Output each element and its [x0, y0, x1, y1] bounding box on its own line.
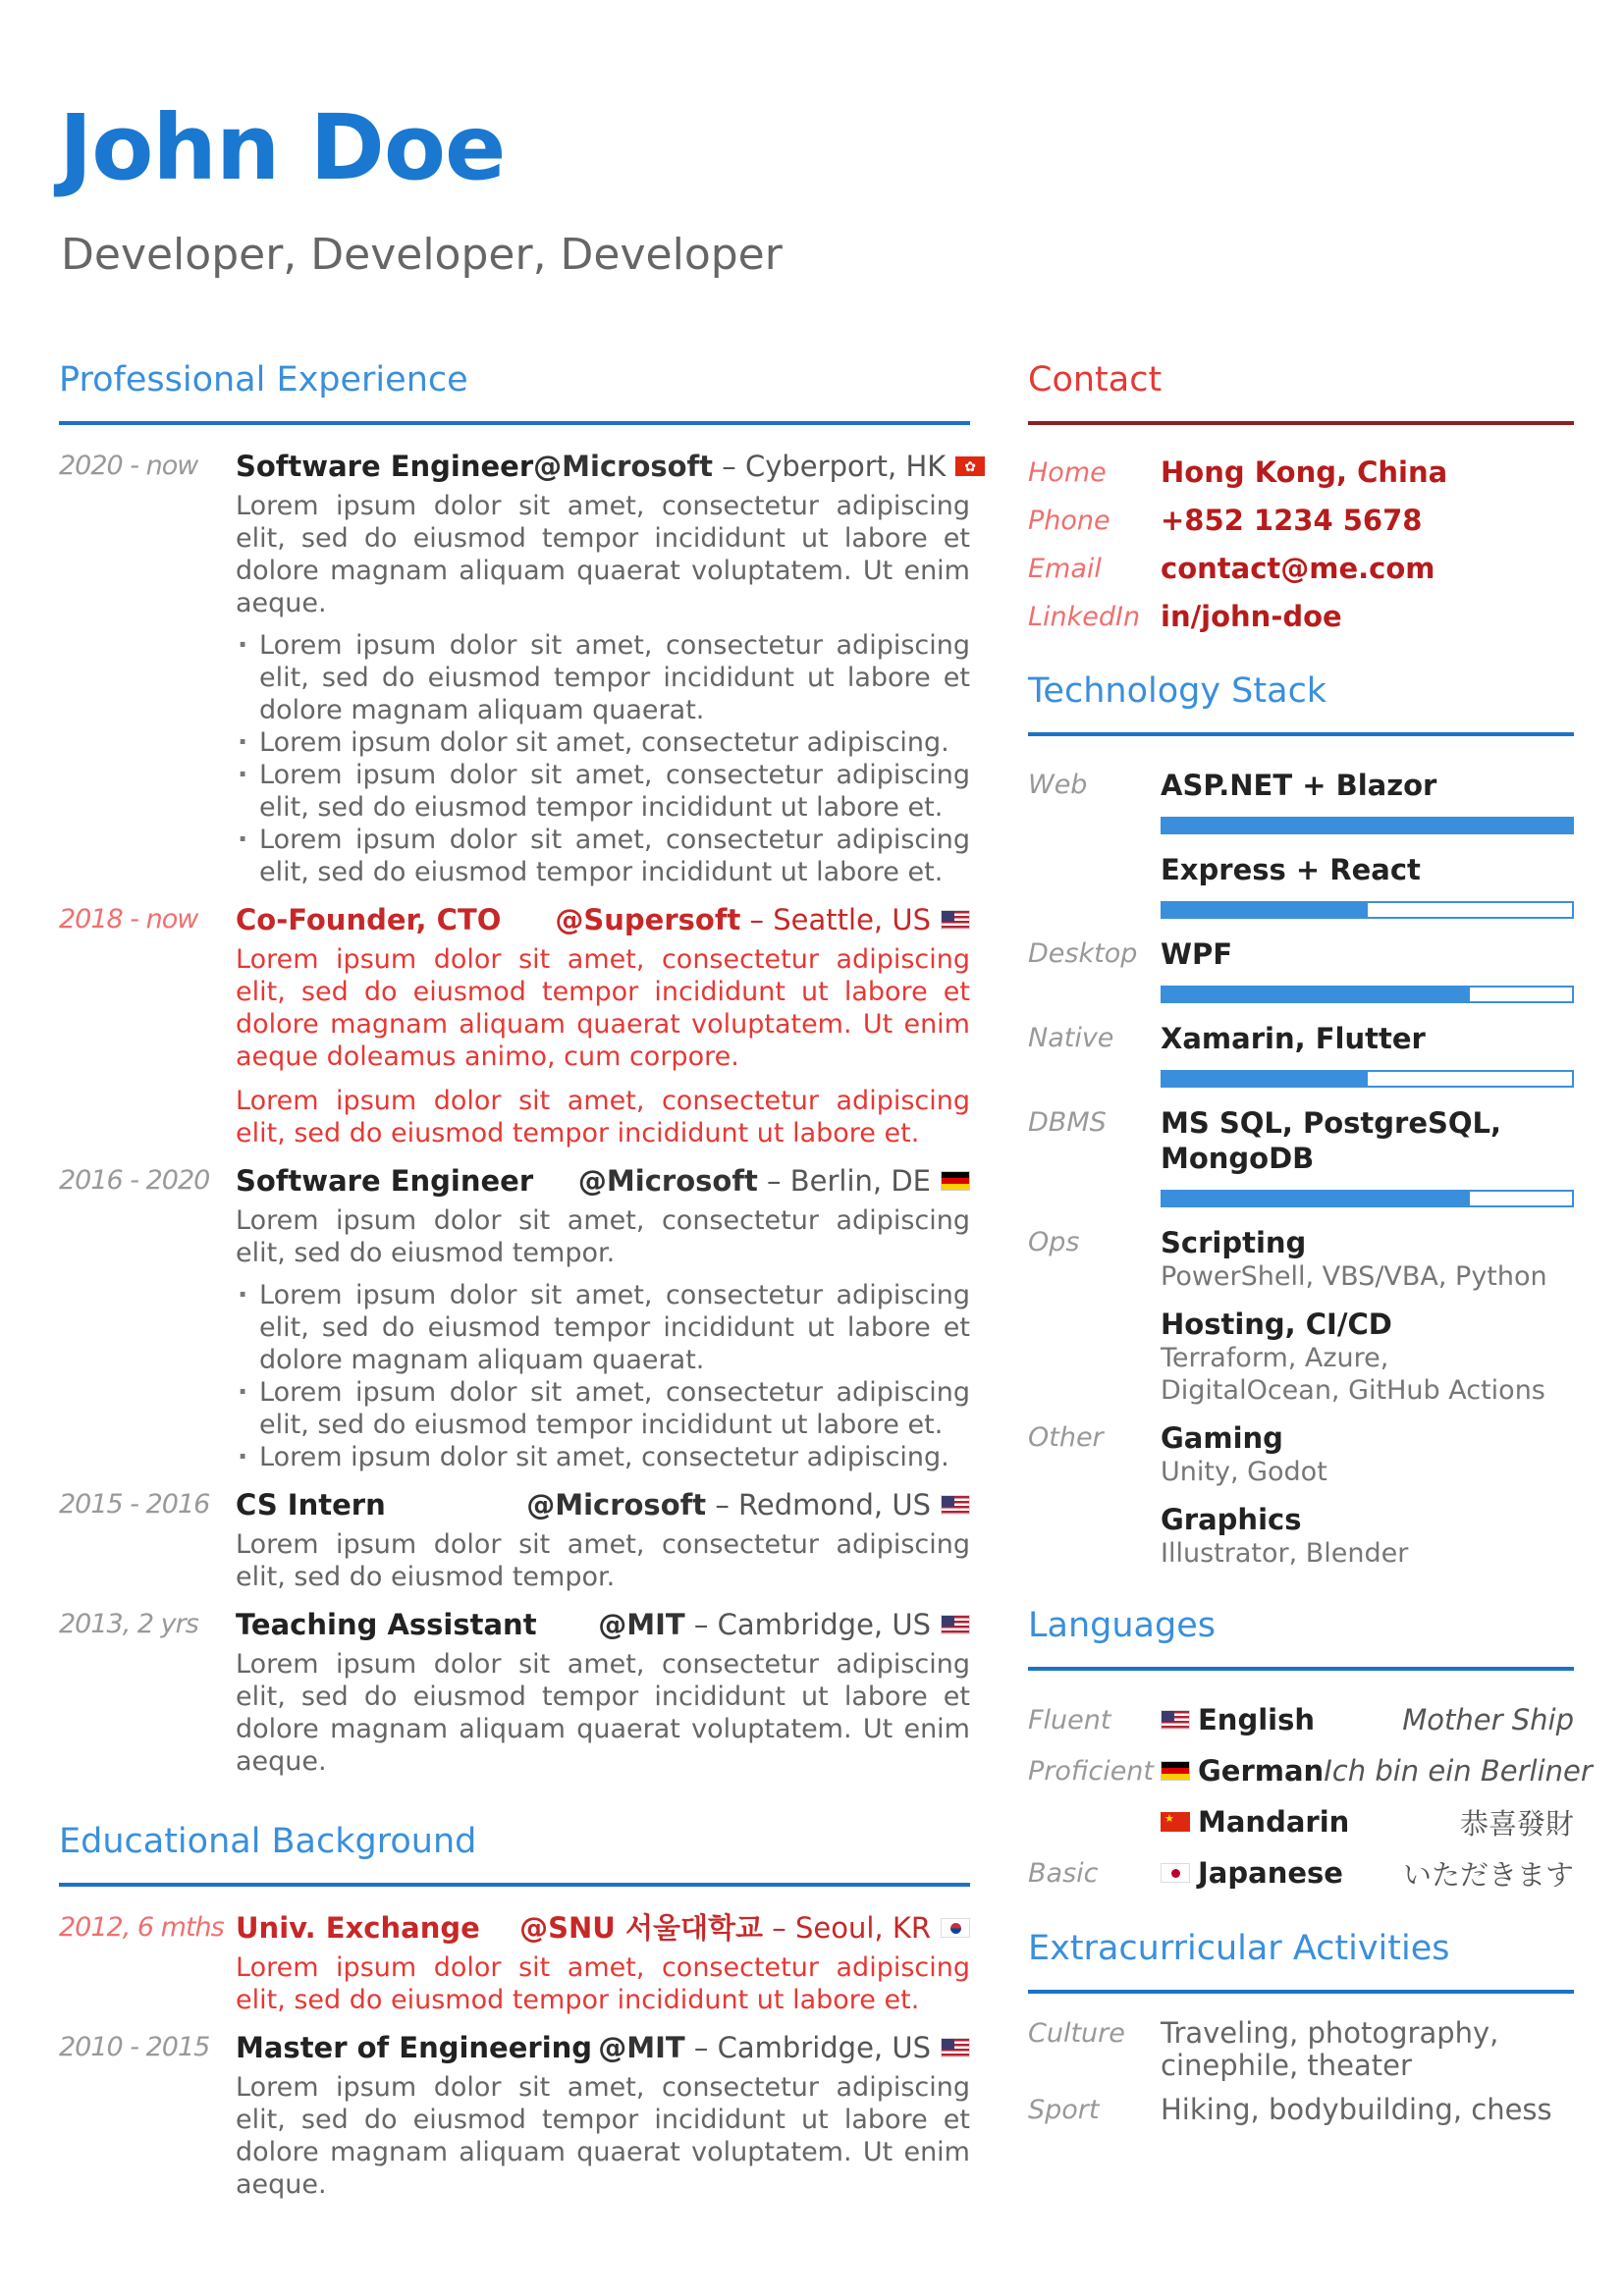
- experience-entry: [59, 1163, 970, 1473]
- entry-description: Lorem ipsum dolor sit amet, consectetur adipiscing elit, sed do eiusmod tempor.: [236, 1529, 970, 1592]
- entry-company: @Supersoft: [555, 903, 741, 936]
- hk-flag-icon: [955, 456, 985, 476]
- language-name: English: [1198, 1703, 1316, 1736]
- contact-email[interactable]: contact@me.com: [1161, 552, 1435, 585]
- entry-location: Cambridge, US: [717, 1608, 931, 1641]
- entry-org: @Supersoft – Seattle, US: [555, 902, 970, 937]
- section-divider: [1028, 421, 1574, 425]
- entry-bullet: · Lorem ipsum dolor sit amet, consectetur adipiscing elit, sed do eiusmod tempor incididunt ut labore et dolore magnam aliquam quaerat.: [236, 629, 970, 726]
- entry-location: Seattle, US: [773, 903, 931, 936]
- stack-tech: Xamarin, Flutter: [1161, 1022, 1426, 1055]
- resume-name: John Doe: [59, 95, 506, 200]
- contact-home: Hong Kong, China: [1161, 455, 1448, 489]
- resume-tagline: Developer, Developer, Developer: [61, 230, 783, 280]
- section-divider: [1028, 732, 1574, 736]
- skill-bar: [1161, 901, 1574, 919]
- activity-value: Traveling, photography, cinephile, theater: [1161, 2016, 1499, 2082]
- stack-tech-detail: Terraform, Azure, DigitalOcean, GitHub Actions: [1161, 1343, 1545, 1406]
- entry-description: Lorem ipsum dolor sit amet, consectetur adipiscing elit, sed do eiusmod tempor incididunt ut labore et dolore magnam aliquam quaerat voluptatem. Ut enim aeque.: [236, 2072, 970, 2200]
- entry-date: 2010 - 2015: [59, 2032, 210, 2062]
- entry-bullet: · Lorem ipsum dolor sit amet, consectetur adipiscing elit, sed do eiusmod tempor incididunt ut labore et.: [236, 824, 970, 888]
- jp-flag-icon: [1161, 1863, 1190, 1883]
- skill-bar-fill: [1163, 988, 1470, 1001]
- entry-role: Univ. Exchange: [236, 1911, 480, 1945]
- entry-bullet: · Lorem ipsum dolor sit amet, consectetur adipiscing elit, sed do eiusmod tempor incididunt ut labore et dolore magnam aliquam quaerat.: [236, 1279, 970, 1376]
- skill-bar: [1161, 1070, 1574, 1088]
- activity-value: Hiking, bodybuilding, chess: [1161, 2093, 1552, 2126]
- section-title-tech-stack: Technology Stack: [1028, 671, 1327, 711]
- entry-description: Lorem ipsum dolor sit amet, consectetur adipiscing elit, sed do eiusmod tempor incididunt ut labore et dolore magnam aliquam quaerat voluptatem. Ut enim aeque.: [236, 491, 970, 618]
- stack-category: Native: [1028, 1023, 1114, 1053]
- de-flag-icon: [941, 1171, 970, 1191]
- section-title-languages: Languages: [1028, 1606, 1216, 1645]
- entry-date: 2013, 2 yrs: [59, 1609, 198, 1639]
- entry-company: @Microsoft: [526, 1488, 707, 1522]
- education-entry: [59, 1910, 970, 2016]
- stack-category: Ops: [1028, 1227, 1080, 1257]
- stack-tech: ASP.NET + Blazor: [1161, 769, 1437, 802]
- skill-bar: [1161, 1190, 1574, 1207]
- stack-row-desktop: [1028, 929, 1574, 1013]
- language-name: German: [1198, 1754, 1325, 1788]
- entry-org: @MIT – Cambridge, US: [598, 2030, 970, 2065]
- right-column: [1028, 360, 1593, 2138]
- section-divider: [1028, 1667, 1574, 1671]
- entry-org: @MIT – Cambridge, US: [598, 1607, 970, 1642]
- stack-tech-detail: Illustrator, Blender: [1161, 1538, 1409, 1569]
- stack-tech: Graphics: [1161, 1503, 1302, 1536]
- entry-company: @Microsoft: [533, 450, 714, 483]
- stack-tech: WPF: [1161, 937, 1233, 971]
- entry-location: Seoul, KR: [794, 1911, 931, 1945]
- stack-tech: Hosting, CI/CD: [1161, 1308, 1392, 1341]
- entry-bullet: · Lorem ipsum dolor sit amet, consectetur adipiscing elit, sed do eiusmod tempor incididunt ut labore et.: [236, 759, 970, 824]
- section-title-education: Educational Background: [59, 1822, 477, 1861]
- entry-org: @SNU 서울대학교 – Seoul, KR: [519, 1910, 970, 1946]
- skill-bar-fill: [1163, 1072, 1368, 1086]
- de-flag-icon: [1161, 1761, 1190, 1781]
- activity-row: [1028, 2017, 1574, 2082]
- contact-label: LinkedIn: [1028, 602, 1141, 632]
- entry-org: @Microsoft – Redmond, US: [526, 1487, 970, 1522]
- language-phrase: 恭喜發財: [1459, 1806, 1574, 1841]
- experience-entry: [59, 1607, 970, 1778]
- stack-tech: Gaming: [1161, 1421, 1283, 1455]
- entry-description: Lorem ipsum dolor sit amet, consectetur adipiscing elit, sed do eiusmod tempor.: [236, 1205, 970, 1268]
- section-divider: [1028, 1990, 1574, 1994]
- stack-tech-detail: Unity, Godot: [1161, 1457, 1327, 1487]
- contact-phone[interactable]: +852 1234 5678: [1161, 504, 1423, 537]
- us-flag-icon: [941, 1495, 970, 1515]
- section-divider: [59, 421, 970, 425]
- left-column: [59, 360, 970, 2215]
- activity-category: Sport: [1028, 2095, 1100, 2125]
- entry-role: Software Engineer: [236, 450, 534, 483]
- skill-bar-fill: [1163, 1192, 1470, 1205]
- entry-school: @SNU 서울대학교: [519, 1911, 764, 1945]
- entry-bullets: [236, 629, 970, 888]
- entry-location: Berlin, DE: [789, 1164, 931, 1198]
- contact-row: [1028, 497, 1574, 545]
- entry-org: @Microsoft – Cyberport, HK ✿: [533, 449, 985, 484]
- language-row: [1028, 1745, 1593, 1796]
- section-title-experience: Professional Experience: [59, 360, 468, 400]
- entry-bullet: · Lorem ipsum dolor sit amet, consectetur adipiscing.: [236, 726, 970, 759]
- entry-bullets: [236, 1279, 970, 1473]
- stack-tech-detail: PowerShell, VBS/VBA, Python: [1161, 1261, 1547, 1292]
- entry-date: 2016 - 2020: [59, 1165, 210, 1196]
- entry-date: 2020 - now: [59, 451, 198, 481]
- language-level: Fluent: [1028, 1704, 1111, 1735]
- entry-location: Redmond, US: [738, 1488, 931, 1522]
- entry-date: 2012, 6 mths: [59, 1912, 224, 1943]
- contact-label: Email: [1028, 554, 1102, 584]
- entry-location: Cyberport, HK: [744, 450, 947, 483]
- stack-row-other: [1028, 1413, 1574, 1575]
- entry-description: Lorem ipsum dolor sit amet, consectetur adipiscing elit, sed do eiusmod tempor incididunt ut labore et dolore magnam aliquam quaerat voluptatem. Ut enim aeque.: [236, 1649, 970, 1777]
- entry-role: CS Intern: [236, 1488, 386, 1522]
- stack-row-ops: [1028, 1217, 1574, 1413]
- cn-flag-icon: [1161, 1812, 1190, 1832]
- activity-category: Culture: [1028, 2018, 1125, 2049]
- language-name: Japanese: [1198, 1856, 1343, 1890]
- us-flag-icon: [941, 910, 970, 930]
- entry-bullet: · Lorem ipsum dolor sit amet, consectetur adipiscing elit, sed do eiusmod tempor incididunt ut labore et.: [236, 1376, 970, 1441]
- experience-entry: [59, 449, 970, 888]
- contact-linkedin[interactable]: in/john-doe: [1161, 600, 1342, 633]
- entry-date: 2015 - 2016: [59, 1489, 210, 1520]
- activity-row: [1028, 2094, 1574, 2126]
- language-phrase: Mother Ship: [1402, 1703, 1574, 1736]
- entry-role: Master of Engineering: [236, 2031, 593, 2064]
- section-title-contact: Contact: [1028, 360, 1163, 400]
- stack-row-web: [1028, 760, 1574, 929]
- language-row: [1028, 1847, 1574, 1898]
- stack-row-native: [1028, 1013, 1574, 1097]
- stack-tech: Express + React: [1161, 853, 1421, 886]
- entry-description: Lorem ipsum dolor sit amet, consectetur adipiscing elit, sed do eiusmod tempor incididunt ut labore et.: [236, 1086, 970, 1148]
- language-row: [1028, 1694, 1574, 1745]
- kr-flag-icon: [941, 1918, 970, 1938]
- entry-org: @Microsoft – Berlin, DE: [578, 1163, 970, 1199]
- skill-bar: [1161, 986, 1574, 1003]
- contact-label: Phone: [1028, 506, 1110, 536]
- stack-row-dbms: [1028, 1097, 1574, 1217]
- entry-date: 2018 - now: [59, 904, 198, 934]
- entry-role: Co-Founder, CTO: [236, 903, 502, 936]
- entry-school: @MIT: [598, 2031, 685, 2064]
- language-phrase: いただきます: [1402, 1857, 1574, 1892]
- education-entry: [59, 2030, 970, 2201]
- entry-company: @MIT: [598, 1608, 685, 1641]
- experience-entry: [59, 1487, 970, 1593]
- entry-description: Lorem ipsum dolor sit amet, consectetur adipiscing elit, sed do eiusmod tempor incididunt ut labore et.: [236, 1952, 970, 2015]
- language-phrase: Ich bin ein Berliner: [1324, 1754, 1593, 1788]
- contact-row: [1028, 545, 1574, 593]
- entry-role: Software Engineer: [236, 1164, 534, 1198]
- language-level: Proficient: [1028, 1755, 1154, 1787]
- entry-company: @Microsoft: [577, 1164, 758, 1198]
- language-row: [1028, 1796, 1574, 1847]
- entry-description: Lorem ipsum dolor sit amet, consectetur adipiscing elit, sed do eiusmod tempor incididunt ut labore et dolore magnam aliquam quaerat voluptatem. Ut enim aeque doleamus animo, cum corpore.: [236, 944, 970, 1072]
- skill-bar: [1161, 817, 1574, 834]
- language-level: Basic: [1028, 1857, 1099, 1889]
- stack-category: DBMS: [1028, 1107, 1107, 1138]
- contact-row: [1028, 449, 1574, 497]
- entry-location: Cambridge, US: [717, 2031, 931, 2064]
- experience-entry: [59, 902, 970, 1149]
- stack-tech: MS SQL, PostgreSQL, MongoDB: [1161, 1106, 1502, 1175]
- skill-bar-fill: [1163, 903, 1368, 917]
- section-title-activities: Extracurricular Activities: [1028, 1929, 1450, 1968]
- us-flag-icon: [941, 1615, 970, 1634]
- stack-category: Desktop: [1028, 938, 1138, 969]
- contact-row: [1028, 593, 1574, 641]
- stack-category: Other: [1028, 1422, 1104, 1453]
- language-name: Mandarin: [1198, 1805, 1350, 1839]
- contact-label: Home: [1028, 457, 1107, 488]
- entry-role: Teaching Assistant: [236, 1608, 537, 1641]
- section-divider: [59, 1883, 970, 1887]
- skill-bar-fill: [1163, 819, 1572, 832]
- us-flag-icon: [941, 2038, 970, 2057]
- stack-category: Web: [1028, 770, 1088, 800]
- stack-tech: Scripting: [1161, 1226, 1307, 1259]
- entry-bullet: · Lorem ipsum dolor sit amet, consectetur adipiscing.: [236, 1441, 970, 1473]
- us-flag-icon: [1161, 1710, 1190, 1730]
